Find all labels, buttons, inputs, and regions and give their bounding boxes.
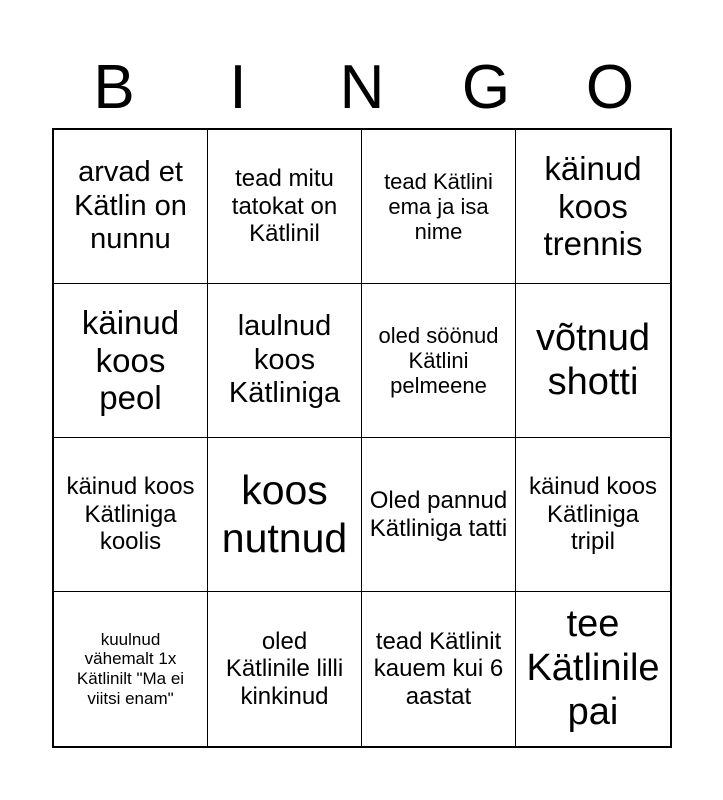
header-letter-i: I bbox=[229, 53, 247, 122]
bingo-cell-text: tead Kätlinit kauem kui 6 aastat bbox=[373, 627, 504, 710]
bingo-cell[interactable] bbox=[516, 130, 670, 284]
bingo-cell-text: tead Kätlini ema ja isa nime bbox=[384, 168, 493, 245]
bingo-cell[interactable] bbox=[516, 284, 670, 438]
bingo-cell[interactable] bbox=[208, 284, 362, 438]
bingo-cell-text: võtnud shotti bbox=[535, 316, 651, 403]
bingo-cell[interactable] bbox=[362, 592, 516, 746]
bingo-cell-text: tee Kätlinile pai bbox=[526, 603, 660, 733]
bingo-cell-text: koos nutnud bbox=[221, 467, 348, 561]
bingo-cell-text: käinud koos Kätliniga koolis bbox=[66, 473, 195, 556]
bingo-cell-text: Oled pannud Kätliniga tatti bbox=[369, 486, 508, 542]
bingo-cell[interactable] bbox=[208, 438, 362, 592]
bingo-cell[interactable] bbox=[54, 284, 208, 438]
bingo-cell-text: käinud koos Kätliniga tripil bbox=[528, 473, 658, 556]
header-letter-g: G bbox=[461, 53, 511, 122]
bingo-cell-text: käinud koos trennis bbox=[543, 149, 643, 263]
bingo-cell[interactable] bbox=[208, 592, 362, 746]
bingo-cell[interactable] bbox=[362, 438, 516, 592]
bingo-cell[interactable] bbox=[54, 592, 208, 746]
bingo-cell-text: tead mitu tatokat on Kätlinil bbox=[231, 165, 338, 248]
bingo-cell[interactable] bbox=[516, 592, 670, 746]
bingo-header bbox=[52, 52, 672, 124]
bingo-cell[interactable] bbox=[54, 438, 208, 592]
bingo-cell-text: käinud koos peol bbox=[81, 303, 180, 417]
bingo-cell-text: oled söönud Kätlini pelmeene bbox=[378, 322, 499, 399]
bingo-cell[interactable] bbox=[54, 130, 208, 284]
bingo-cell[interactable] bbox=[362, 284, 516, 438]
header-letter-n: N bbox=[339, 53, 385, 122]
bingo-cell-text: laulnud koos Kätliniga bbox=[228, 310, 341, 410]
bingo-cell-text: oled Kätlinile lilli kinkinud bbox=[225, 627, 344, 710]
bingo-cell-text: arvad et Kätlin on nunnu bbox=[74, 156, 187, 256]
bingo-cell-text: kuulnud vähemalt 1x Kätlinilt "Ma ei viitsi enam" bbox=[76, 629, 185, 708]
bingo-cell[interactable] bbox=[516, 438, 670, 592]
header-letter-b: B bbox=[93, 53, 135, 122]
bingo-cell[interactable] bbox=[208, 130, 362, 284]
bingo-cell[interactable] bbox=[362, 130, 516, 284]
header-letter-o: O bbox=[585, 53, 635, 122]
bingo-card-grid bbox=[52, 128, 672, 748]
